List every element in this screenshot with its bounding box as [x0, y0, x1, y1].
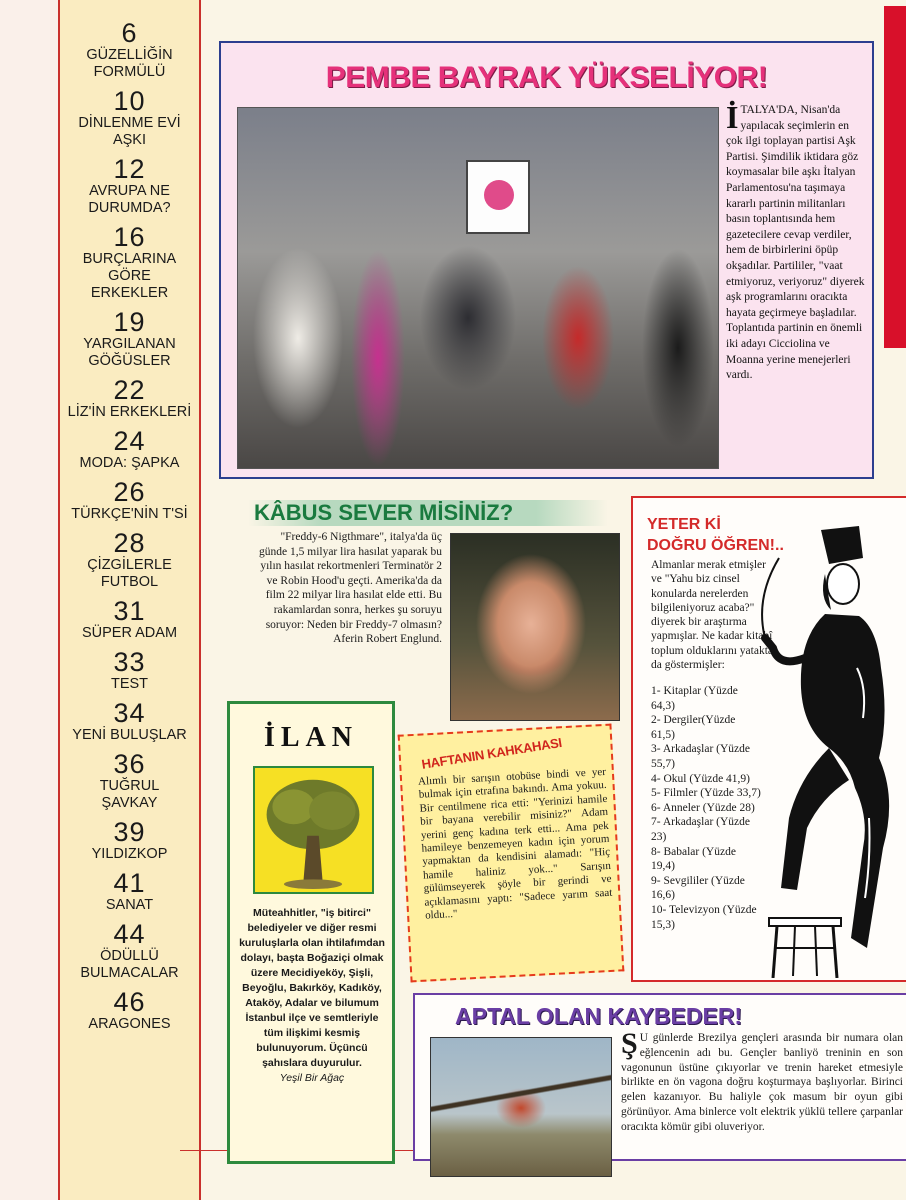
toc-page-number: 31 [113, 596, 146, 626]
toc-title: DİNLENME EVİ AŞKI [78, 115, 181, 148]
toc-entry[interactable] [60, 700, 199, 744]
toc-title: AVRUPA NE DURUMDA? [88, 183, 171, 216]
ilan-notice [227, 701, 395, 1164]
ilan-body [238, 906, 386, 1086]
toc-title: GÜZELLİĞİN FORMÜLÜ [86, 47, 173, 80]
toc-page-number: 41 [113, 868, 146, 898]
toc-entry[interactable] [60, 819, 199, 863]
edge-color-strip [884, 6, 906, 348]
tree-icon [253, 766, 374, 894]
survey-result-item: 7- Arkadaşlar (Yüzde 23) [651, 816, 750, 843]
toc-page-number: 22 [113, 375, 146, 405]
toc-title: LİZ'İN ERKEKLERİ [67, 404, 192, 420]
toc-title: BURÇLARINA GÖRE ERKEKLER [82, 251, 177, 301]
toc-title: TÜRKÇE'NİN T'Sİ [71, 506, 188, 522]
toc-page-number: 16 [113, 222, 146, 252]
toc-entry[interactable] [60, 989, 199, 1033]
train-surfing-photo [430, 1037, 612, 1177]
table-of-contents [58, 0, 201, 1200]
toc-page-number: 46 [113, 987, 146, 1017]
toc-entry[interactable] [60, 20, 199, 81]
toc-page-number: 39 [113, 817, 146, 847]
aptal-dropcap: Ş [621, 1027, 638, 1060]
toc-entry[interactable] [60, 598, 199, 642]
ilan-signature: Yeşil Bir Ağaç [279, 1072, 345, 1084]
toc-title: ARAGONES [88, 1016, 171, 1032]
toc-title: TUĞRUL ŞAVKAY [99, 778, 160, 811]
kabus-body: "Freddy-6 Nigthmare", italya'da üç günde 1,5 milyar lira hasılat yaparak bu yılın hasılat rekortmenleri Terminatör 2 ve Robin Hood'u geçti. Amerika'da da film 22 milyar lira hasılat elde etti. Bu rakamlardan sonra, herkes şu soruyu soruyor: Neden bir Freddy-7 olmasın? Aferin Robert Englund. [259, 531, 442, 646]
toc-entry[interactable] [60, 428, 199, 472]
yeter-ki-body: Almanlar merak etmişler ve "Yahu biz cinsel konularda nerelerden bilgileniyoruz acaba?" diyerek bir araştırma yapmışlar. Ne kadar kitabî toplum olduklarını yatakta da göstermişler: [651, 559, 774, 672]
toc-page-number: 44 [113, 919, 146, 949]
toc-page-number: 33 [113, 647, 146, 677]
yeter-title-line1: YETER Kİ [647, 516, 721, 533]
toc-entry[interactable] [60, 377, 199, 421]
party-poster-image [466, 160, 530, 234]
survey-result-item: 9- Sevgililer (Yüzde 16,6) [651, 874, 745, 902]
toc-entry[interactable] [60, 156, 199, 217]
toc-title: SÜPER ADAM [81, 625, 178, 641]
toc-entry[interactable] [60, 88, 199, 149]
toc-title: YILDIZKOP [91, 846, 168, 862]
survey-result-item: 4- Okul (Yüzde 41,9) [651, 772, 751, 785]
survey-result-item: 10- Televizyon (Yüzde 15,3) [651, 903, 757, 931]
haftanin-kahkahasi-box [398, 724, 625, 983]
toc-entry[interactable] [60, 921, 199, 982]
toc-page-number: 12 [113, 154, 146, 184]
heart-emblem-icon [484, 180, 514, 210]
toc-title: TEST [110, 676, 149, 692]
aptal-olan-kaybeder-article [413, 993, 906, 1161]
toc-entry[interactable] [60, 530, 199, 591]
toc-entry[interactable] [60, 870, 199, 914]
toc-page-number: 36 [113, 749, 146, 779]
kahkaha-body: Alımlı bir sarışın otobüse bindi ve yer bulmak için etrafına bakındı. Ama yokuu. Bir centilmene rica etti: "Yerinizi hamile bir bayana verebilir misiniz?" Adam yerini genç kadına terk etti... Ama pek hamileye benzemeyen kadın için yorum yapmaktan da kendisini alamadı: "Hiç hamile haliniz yok..." Sarışın gülümseyerek şöyle bir gerindi ve açıklamasını yaptı: "Sadece yarım saat oldu..." [417, 765, 613, 922]
pembe-bayrak-body [726, 99, 868, 384]
page-left-edge [0, 0, 58, 1200]
toc-entry[interactable] [60, 649, 199, 693]
toc-title: MODA: ŞAPKA [79, 455, 180, 471]
yeter-title-line2: DOĞRU ÖĞREN!.. [647, 537, 784, 554]
toc-page-number: 6 [121, 18, 138, 48]
toc-page-number: 26 [113, 477, 146, 507]
ilan-headline: İLAN [263, 722, 358, 753]
survey-result-item: 1- Kitaplar (Yüzde 64,3) [651, 685, 738, 712]
toc-page-number: 24 [113, 426, 146, 456]
toc-entry[interactable] [60, 309, 199, 370]
toc-page-number: 34 [113, 698, 146, 728]
toc-page-number: 19 [113, 307, 146, 337]
pembe-bayrak-article [219, 41, 874, 479]
survey-result-item: 2- Dergiler(Yüzde 61,5) [651, 714, 736, 741]
survey-result-item: 3- Arkadaşlar (Yüzde 55,7) [651, 743, 750, 770]
toc-title: ÇİZGİLERLE FUTBOL [87, 557, 172, 590]
pembe-bayrak-headline: PEMBE BAYRAK YÜKSELİYOR! [325, 61, 768, 94]
kabus-headline: KÂBUS SEVER MİSİNİZ? [248, 500, 608, 526]
kahkaha-headline: HAFTANIN KAHKAHASI [420, 734, 563, 772]
toc-title: YARGILANAN GÖĞÜSLER [83, 336, 176, 369]
yeter-ki-article [631, 496, 906, 982]
toc-entry[interactable] [60, 751, 199, 812]
survey-result-item: 5- Filmler (Yüzde 33,7) [651, 787, 761, 800]
toc-title: YENİ BULUŞLAR [72, 727, 187, 743]
ilan-body-text: Müteahhitler, "iş bitirci" belediyeler ve diğer resmi kuruluşlarla olan ihtilafımdan dolayı, başta Boğaziçi olmak üzere Mecidiyeköy, Şişli, Beyoğlu, Bakırköy, Kadıköy, Ataköy, Adalar ve bilumum İstanbul ilçe ve semtleriyle tüm ilişkimi kesmiş bulunuyorum. Üçüncü şahıslara duyurulur. [239, 907, 385, 1069]
toc-title: SANAT [105, 897, 154, 913]
pembe-dropcap: İ [726, 99, 739, 135]
aptal-body [621, 1027, 903, 1135]
toc-entry[interactable] [60, 479, 199, 523]
aptal-headline: APTAL OLAN KAYBEDER! [455, 1003, 743, 1029]
aptal-body-text: U günlerde Brezilya gençleri arasında bir numara olan eğlencenin adı bu. Gençler banliyö treninin en son vagonunun üstüne çıkıyorlar ve trenin hareket etmesiyle birlikte en ön vagona doğru koşturmaya başlıyorlar. Birinci gelen kazanıyor. Bu haliyle çok masum bir oyun gibi görünüyor. Ama binlerce volt elektrik yüklü tellere çarpanlar oracıkta kömür gibi oluveriyor. [621, 1032, 903, 1133]
pembe-body-text: TALYA'DA, Nisan'da yapılacak seçimlerin en çok ilgi toplayan partisi Aşk Partisi. Şimdilik iktidara göz koymasalar bile aşkı İtalyan Parlamentosu'na taşımaya kararlı partinin militanları basın toplantısında hem gazetecilere cevap verdiler, hem de birbirlerini öpüp okşadılar. Partililer, "vaat etmiyoruz, veriyoruz" diyerek aşk programlarını oracıkta hayata geçirmeye başladılar. Toplantıda partinin en önemli iki adayı Cicciolina ve Moanna yerine menejerleri vardı. [726, 104, 865, 382]
survey-result-item: 6- Anneler (Yüzde 28) [651, 801, 755, 814]
survey-results-list [651, 684, 761, 932]
toc-page-number: 10 [113, 86, 146, 116]
toc-page-number: 28 [113, 528, 146, 558]
dominatrix-illustration [759, 518, 906, 978]
survey-result-item: 8- Babalar (Yüzde 19,4) [651, 845, 736, 873]
toc-entry[interactable] [60, 224, 199, 302]
freddy-actor-photo [450, 533, 620, 721]
party-press-photo [237, 107, 719, 469]
toc-title: ÖDÜLLÜ BULMACALAR [80, 948, 179, 981]
